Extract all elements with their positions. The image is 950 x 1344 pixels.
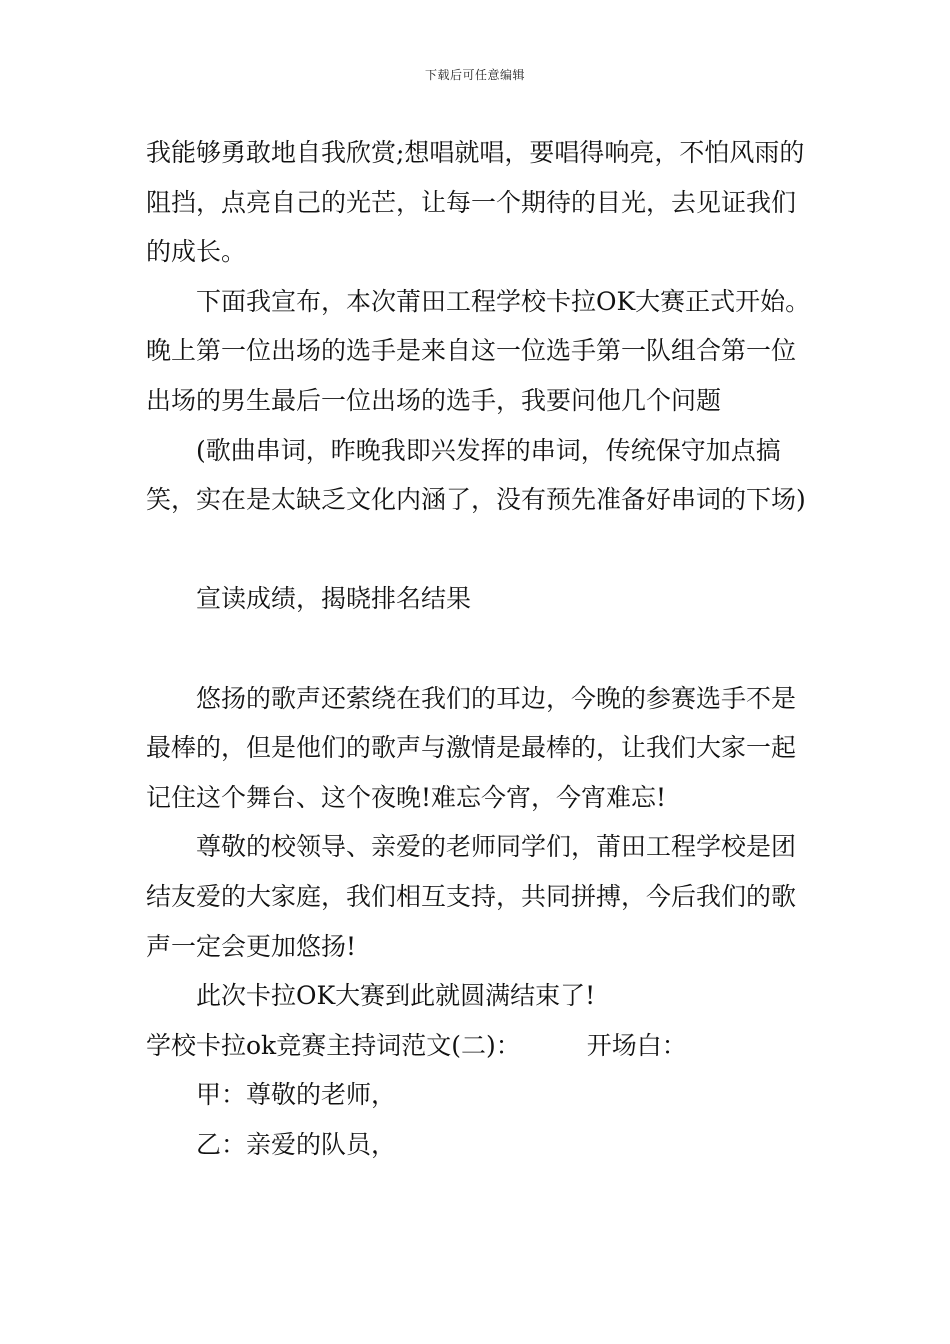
- paragraph-closing-2: 尊敬的校领导、亲爱的老师同学们，莆田工程学校是团结友爱的大家庭，我们相互支持，共同拼搏，今后我们的歌声一定会更加悠扬!: [146, 832, 797, 961]
- dialog-line-yi: 乙：亲爱的队员，: [196, 1129, 397, 1159]
- section-title: 学校卡拉ok竞赛主持词范文(二)：: [146, 1030, 521, 1060]
- paragraph-first-contestant: 晚上第一位出场的选手是来自这一位选手第一队组合第一位出场的男生最后一位出场的选手，我要问他几个问题: [146, 336, 797, 415]
- document-body: [146, 128, 816, 1169]
- paragraph-results: 宣读成绩，揭晓排名结果: [196, 584, 472, 614]
- blank-line: [146, 525, 816, 575]
- section-heading-line: [146, 1021, 816, 1071]
- paragraph-opening-continuation: 我能够勇敢地自我欣赏;想唱就唱，要唱得响亮，不怕风雨的阻挡，点亮自己的光芒，让每一个期待的目光，去见证我们的成长。: [146, 138, 805, 267]
- paragraph-note: (歌曲串词，昨晚我即兴发挥的串词，传统保守加点搞笑，实在是太缺乏文化内涵了，没有预先准备好串词的下场): [146, 435, 806, 515]
- paragraph-announcement: 下面我宣布，本次莆田工程学校卡拉OK大赛正式开始。: [196, 286, 811, 316]
- paragraph-ending: 此次卡拉OK大赛到此就圆满结束了!: [196, 981, 596, 1011]
- opening-label: 开场白：: [586, 1030, 687, 1060]
- paragraph-closing-1: 悠扬的歌声还萦绕在我们的耳边，今晚的参赛选手不是最棒的，但是他们的歌声与激情是最棒的，让我们大家一起记住这个舞台、这个夜晚!难忘今宵，今宵难忘!: [146, 683, 797, 812]
- blank-line: [146, 624, 816, 674]
- header-note: 下载后可任意编辑: [424, 68, 525, 82]
- dialog-line-jia: 甲：尊敬的老师，: [196, 1080, 397, 1110]
